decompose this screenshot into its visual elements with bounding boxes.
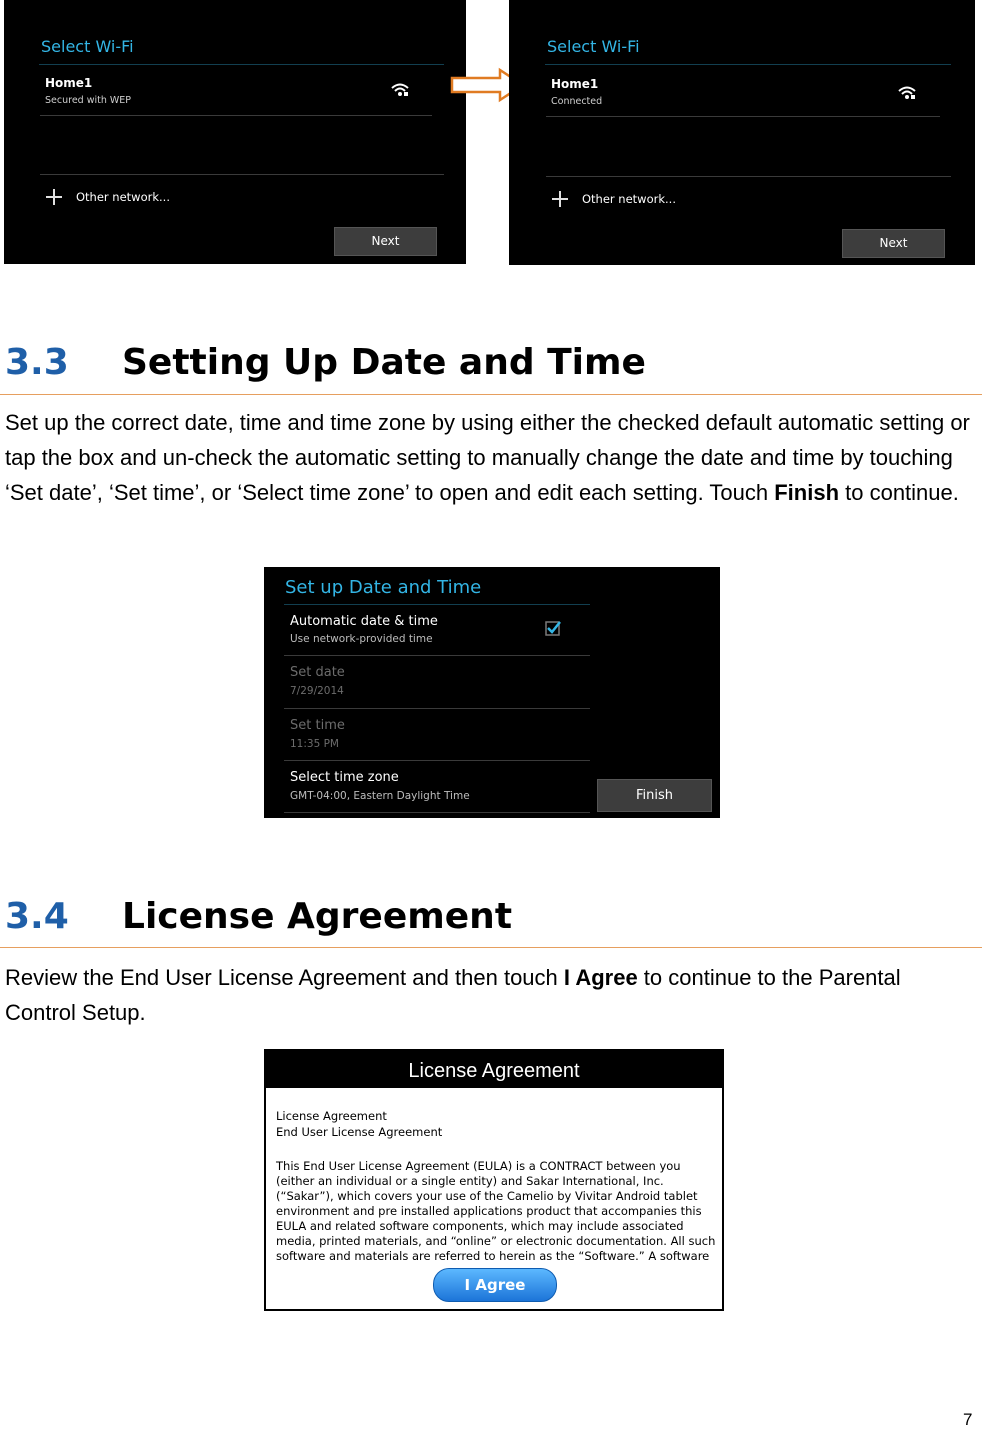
setting-label: Set time (290, 718, 345, 733)
set-date-item[interactable] (284, 657, 590, 707)
paragraph-text: to continue. (839, 480, 959, 505)
license-header: License Agreement (266, 1051, 722, 1088)
datetime-title: Set up Date and Time (285, 577, 482, 598)
network-name: Home1 (45, 76, 93, 90)
title-divider (39, 64, 444, 65)
heading-rule (0, 394, 982, 395)
wifi-title: Select Wi-Fi (41, 37, 134, 56)
select-timezone-item[interactable] (284, 762, 590, 812)
finish-button[interactable]: Finish (597, 779, 712, 812)
license-line: End User License Agreement (276, 1125, 443, 1139)
wifi-screen-before (4, 0, 466, 264)
section-paragraph (5, 405, 975, 510)
checkbox-checked-icon[interactable] (545, 620, 561, 636)
plus-icon (552, 191, 568, 207)
section-number: 3.4 (5, 896, 69, 937)
divider (284, 655, 590, 656)
wifi-screen-after (509, 0, 975, 265)
divider (546, 116, 940, 117)
next-button[interactable]: Next (842, 229, 945, 258)
title-divider (284, 604, 590, 605)
network-status: Connected (551, 96, 603, 107)
paragraph-text: to continue to the Parental Control Setup. (5, 965, 901, 1025)
network-status: Secured with WEP (45, 95, 132, 106)
network-item-home1[interactable] (40, 68, 432, 114)
divider (40, 115, 432, 116)
paragraph-bold: I Agree (563, 965, 638, 990)
paragraph-bold: Finish (774, 480, 840, 505)
network-item-home1[interactable] (546, 69, 940, 115)
wifi-signal-icon (898, 85, 916, 101)
divider (284, 812, 590, 813)
divider (546, 176, 951, 177)
license-body[interactable]: This End User License Agreement (EULA) is a CONTRACT between you (either an individual or a single entity) and Sakar International, Inc. (“Sakar”), which covers your use of the Camelio by Vivitar Android tablet environment and pre installed applications product that accompanies this EULA and related software components, which may include associated media, printed materials, and “online” or electronic documentation. All such software and materials are referred to herein as the “Software.” A software (276, 1159, 716, 1263)
section-heading-3-3 (5, 342, 646, 383)
network-name: Home1 (551, 77, 599, 91)
other-network-label: Other network... (76, 190, 170, 204)
heading-rule (0, 947, 982, 948)
other-network-item[interactable] (40, 182, 340, 212)
paragraph-text: Set up the correct date, time and time zone by using either the checked default automatic setting or tap the box and un-check the automatic setting to manually change the date and time by touching ‘Set date’, ‘Set time’, or ‘Select time zone’ to open and edit each setting. Touch (5, 410, 970, 505)
setting-label: Automatic date & time (290, 614, 438, 629)
page-number: 7 (963, 1410, 973, 1429)
i-agree-button[interactable]: I Agree (433, 1268, 557, 1302)
datetime-screen (264, 567, 720, 818)
setting-value: 11:35 PM (290, 738, 339, 750)
setting-sub: Use network-provided time (290, 633, 433, 645)
wifi-title: Select Wi-Fi (547, 37, 640, 56)
divider (284, 760, 590, 761)
wifi-signal-icon (391, 82, 409, 98)
other-network-item[interactable] (546, 184, 846, 214)
setting-label: Set date (290, 665, 345, 680)
setting-label: Select time zone (290, 770, 399, 785)
plus-icon (46, 189, 62, 205)
license-line: License Agreement (276, 1109, 387, 1123)
other-network-label: Other network... (582, 192, 676, 206)
setting-value: GMT-04:00, Eastern Daylight Time (290, 790, 470, 802)
next-button[interactable]: Next (334, 227, 437, 256)
paragraph-text: Review the End User License Agreement and then touch (5, 965, 564, 990)
section-number: 3.3 (5, 342, 69, 383)
section-paragraph (5, 960, 975, 1030)
section-title: License Agreement (122, 896, 513, 937)
section-title: Setting Up Date and Time (122, 342, 646, 383)
title-divider (545, 64, 951, 65)
section-heading-3-4 (5, 896, 512, 937)
license-screen (264, 1049, 724, 1311)
automatic-datetime-item[interactable] (284, 607, 590, 655)
setting-value: 7/29/2014 (290, 685, 344, 697)
divider (40, 174, 444, 175)
divider (284, 708, 590, 709)
set-time-item[interactable] (284, 710, 590, 760)
